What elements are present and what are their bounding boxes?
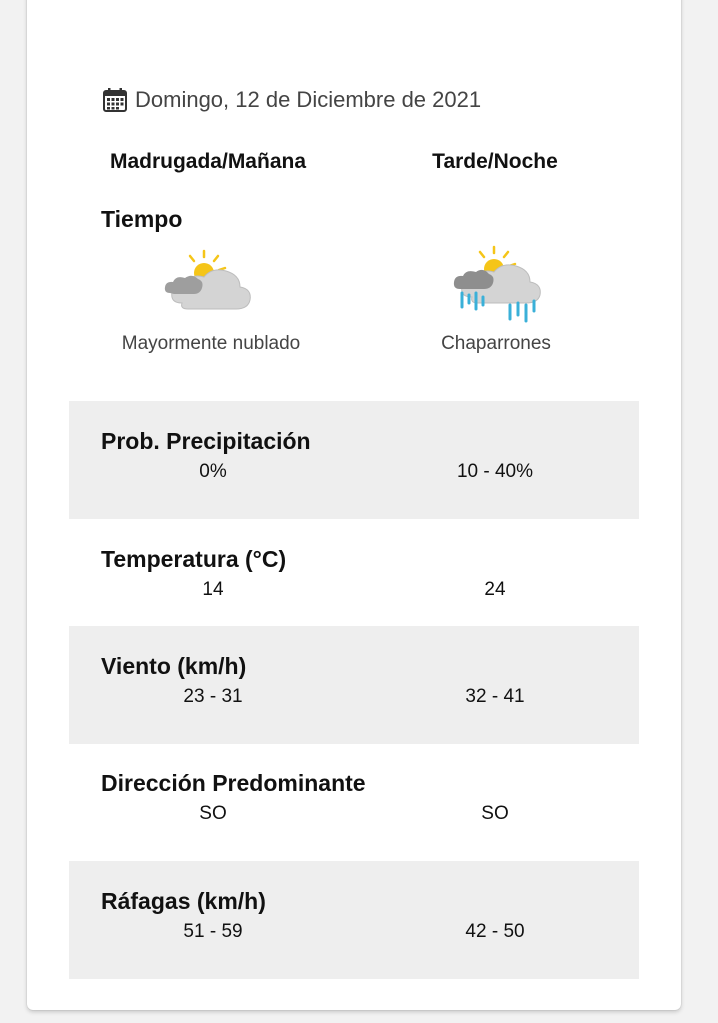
forecast-card: [27, 0, 681, 1010]
row-label: Ráfagas (km/h): [101, 888, 266, 914]
table-row: [69, 626, 639, 744]
row-value-morning: 0%: [199, 461, 227, 482]
column-header-morning: Madrugada/Mañana: [109, 150, 307, 173]
weather-section-label: Tiempo: [101, 206, 183, 232]
row-value-morning: 14: [202, 579, 224, 600]
row-value-afternoon: SO: [481, 803, 509, 824]
row-value-morning: SO: [199, 803, 227, 824]
row-value-morning: 23 - 31: [183, 686, 243, 707]
row-value-afternoon: 32 - 41: [465, 686, 525, 707]
row-label: Prob. Precipitación: [101, 428, 311, 454]
showers-icon: [448, 245, 548, 325]
table-row: [69, 743, 639, 861]
date-header: [101, 86, 481, 114]
row-label: Dirección Predominante: [101, 770, 366, 796]
date-text: Domingo, 12 de Diciembre de 2021: [135, 87, 482, 112]
row-value-afternoon: 42 - 50: [465, 921, 525, 942]
table-row: [69, 861, 639, 979]
column-header-afternoon: Tarde/Noche: [432, 150, 558, 173]
row-label: Viento (km/h): [101, 653, 247, 679]
row-value-afternoon: 10 - 40%: [456, 461, 534, 482]
table-row: [69, 519, 639, 637]
row-label: Temperatura (°C): [101, 546, 287, 572]
weather-description-morning: Mayormente nublado: [121, 333, 301, 354]
table-row: [69, 401, 639, 519]
mostly-cloudy-icon: [160, 245, 260, 325]
row-value-afternoon: 24: [484, 579, 506, 600]
row-value-morning: 51 - 59: [183, 921, 243, 942]
weather-description-afternoon: Chaparrones: [441, 333, 551, 354]
calendar-icon: [101, 86, 129, 114]
